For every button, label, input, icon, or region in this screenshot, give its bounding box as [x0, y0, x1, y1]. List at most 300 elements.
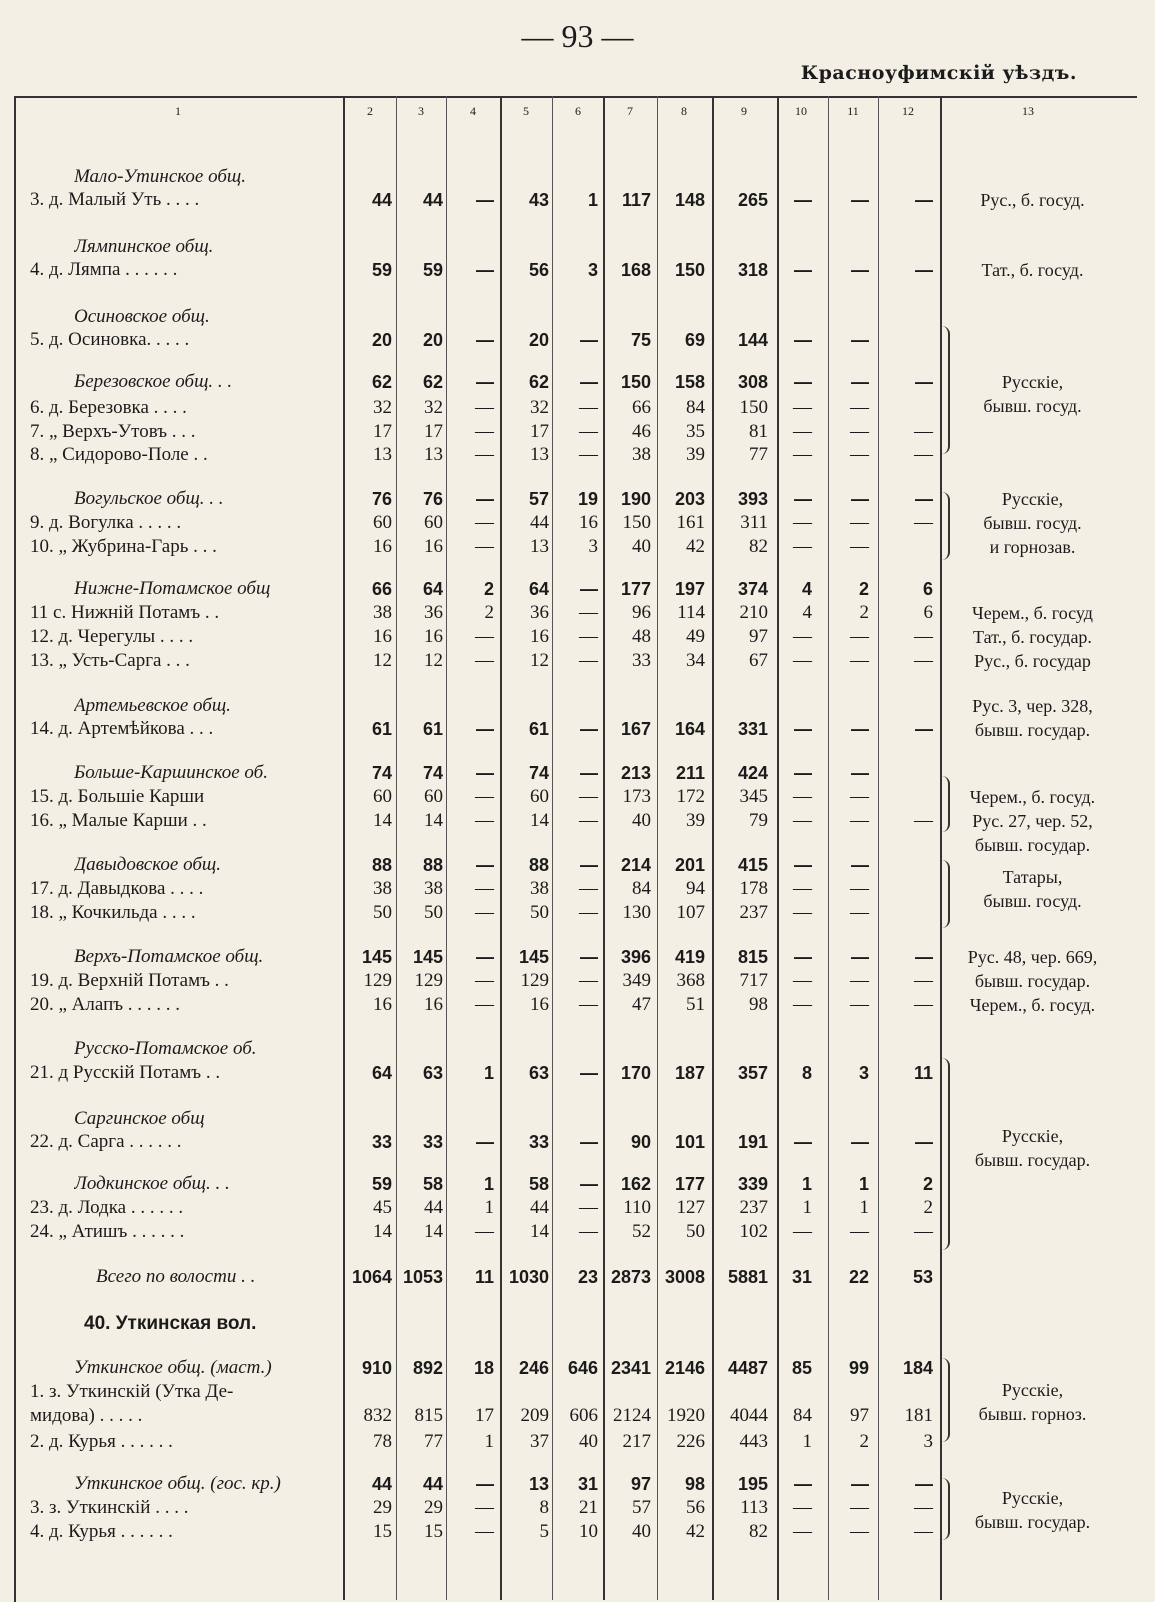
cell-col-10: — [793, 397, 812, 418]
cell-col-4: — [476, 330, 494, 350]
cell-col-12: 6 [923, 602, 933, 623]
table-row [0, 1172, 1155, 1196]
cell-col-9: 77 [749, 444, 768, 465]
column-number: 1 [175, 104, 181, 118]
cell-col-5: 14 [530, 1221, 549, 1242]
cell-col-7: 66 [632, 397, 651, 418]
cell-col-7: 117 [621, 190, 651, 210]
row-label: 17. д. Давыдкова . . . . [30, 878, 204, 899]
cell-col-4: — [475, 1521, 494, 1542]
row-label: 4. д. Курья . . . . . . [30, 1521, 173, 1542]
cell-col-10: — [794, 1474, 812, 1494]
cell-col-8: 203 [674, 489, 705, 509]
cell-col-4: — [475, 397, 494, 418]
cell-col-9: 191 [737, 1132, 768, 1152]
row-label: мидова) . . . . . [30, 1405, 143, 1426]
cell-col-4: — [476, 260, 494, 280]
column-number: 7 [627, 104, 633, 118]
cell-col-3: 58 [422, 1174, 443, 1194]
cell-col-11: — [850, 878, 869, 899]
table-row [0, 1430, 1155, 1454]
table-row [0, 1061, 1155, 1085]
cell-col-12: 2 [923, 1197, 933, 1218]
note-n1 [945, 188, 1120, 212]
cell-col-8: 164 [674, 719, 705, 739]
row-label: 19. д. Верхній Потамъ . . [30, 970, 229, 991]
note-n4 [945, 487, 1120, 559]
cell-col-10: — [794, 489, 812, 509]
brace-mark [938, 326, 950, 454]
cell-col-4: 2 [483, 579, 494, 599]
cell-col-2: 78 [373, 1431, 392, 1452]
cell-col-7: 349 [622, 970, 651, 991]
cell-col-11: 2 [859, 1431, 869, 1452]
cell-col-3: 16 [424, 994, 443, 1015]
cell-col-12: — [914, 1497, 933, 1518]
cell-col-11: — [851, 260, 869, 280]
cell-col-7: 217 [622, 1431, 651, 1452]
cell-col-4: — [476, 190, 494, 210]
cell-col-6: — [579, 786, 598, 807]
cell-col-10: — [794, 855, 812, 875]
cell-col-10: — [793, 444, 812, 465]
cell-col-5: 14 [530, 810, 549, 831]
cell-col-12: — [915, 1474, 933, 1494]
cell-col-11: 3 [858, 1063, 869, 1083]
cell-col-11: — [850, 444, 869, 465]
cell-col-4: 1 [484, 1197, 494, 1218]
cell-col-2: 145 [361, 947, 392, 967]
column-number: 8 [681, 104, 687, 118]
cell-col-10: — [793, 1521, 812, 1542]
note-line: бывш. горноз. [978, 1404, 1087, 1424]
table-row [0, 165, 1155, 189]
cell-col-12: — [914, 421, 933, 442]
cell-col-6: 606 [569, 1405, 598, 1426]
cell-col-7: 84 [632, 878, 651, 899]
cell-col-6: — [580, 1132, 598, 1152]
table-row [0, 1037, 1155, 1061]
cell-col-5: 16 [530, 994, 549, 1015]
cell-col-5: 33 [528, 1132, 549, 1152]
cell-col-3: 60 [424, 786, 443, 807]
cell-col-8: 201 [674, 855, 705, 875]
cell-col-5: 13 [530, 444, 549, 465]
cell-col-11: 99 [848, 1358, 869, 1378]
cell-col-11: — [850, 810, 869, 831]
cell-col-8: 187 [674, 1063, 705, 1083]
row-label: 40. Уткинская вол. [84, 1313, 257, 1334]
cell-col-11: 1 [858, 1174, 869, 1194]
district-title: Красноуфимскій уѣздъ. [800, 62, 1077, 84]
cell-col-5: 44 [530, 512, 549, 533]
cell-col-3: 815 [414, 1405, 443, 1426]
row-label: Вогульское общ. . . [74, 488, 224, 509]
cell-col-9: 318 [737, 260, 768, 280]
cell-col-12: 3 [923, 1431, 933, 1452]
cell-col-4: — [475, 902, 494, 923]
cell-col-9: 102 [739, 1221, 768, 1242]
row-label: 14. д. Артемѣйкова . . . [30, 718, 214, 739]
table-row [0, 577, 1155, 601]
note-n6 [945, 625, 1120, 649]
cell-col-4: — [475, 810, 494, 831]
cell-col-9: 210 [739, 602, 768, 623]
cell-col-2: 20 [371, 330, 392, 350]
cell-col-7: 96 [632, 602, 651, 623]
cell-col-8: 51 [686, 994, 705, 1015]
cell-col-10: — [793, 786, 812, 807]
cell-col-9: 717 [739, 970, 768, 991]
cell-col-4: — [475, 1221, 494, 1242]
cell-col-5: 63 [528, 1063, 549, 1083]
cell-col-12: — [915, 489, 933, 509]
cell-col-9: 815 [737, 947, 768, 967]
cell-col-5: 43 [528, 190, 549, 210]
cell-col-3: 145 [412, 947, 443, 967]
cell-col-11: — [851, 1474, 869, 1494]
cell-col-3: 16 [424, 626, 443, 647]
cell-col-2: 16 [373, 994, 392, 1015]
cell-col-8: 177 [674, 1174, 705, 1194]
cell-col-6: 3 [587, 260, 598, 280]
cell-col-12: — [914, 444, 933, 465]
cell-col-7: 90 [630, 1132, 651, 1152]
cell-col-7: 2124 [613, 1405, 651, 1426]
cell-col-5: 64 [528, 579, 549, 599]
cell-col-3: 16 [424, 536, 443, 557]
cell-col-10: — [793, 1497, 812, 1518]
note-n15 [945, 1378, 1120, 1426]
cell-col-7: 150 [620, 372, 651, 392]
column-number: 12 [902, 104, 914, 118]
cell-col-5: 16 [530, 626, 549, 647]
note-line: Рус., б. госуд. [980, 190, 1085, 210]
cell-col-5: 58 [528, 1174, 549, 1194]
cell-col-4: 1 [483, 1063, 494, 1083]
row-label: 3. з. Уткинскій . . . . [30, 1497, 189, 1518]
cell-col-6: 40 [579, 1431, 598, 1452]
cell-col-8: 42 [686, 1521, 705, 1542]
cell-col-7: 167 [620, 719, 651, 739]
cell-col-6: 19 [577, 489, 598, 509]
cell-col-2: 16 [373, 536, 392, 557]
note-line: Рус. 27, чер. 52, [972, 811, 1093, 831]
cell-col-7: 213 [620, 763, 651, 783]
column-number: 11 [847, 104, 859, 118]
cell-col-8: 94 [686, 878, 705, 899]
cell-col-11: 1 [859, 1197, 869, 1218]
cell-col-11: — [851, 330, 869, 350]
note-line: Черем., б. госуд. [969, 995, 1096, 1015]
cell-col-10: 8 [801, 1063, 812, 1083]
cell-col-4: — [475, 626, 494, 647]
cell-col-4: — [476, 1132, 494, 1152]
cell-col-10: — [793, 902, 812, 923]
table-row [0, 328, 1155, 352]
cell-col-11: — [850, 1497, 869, 1518]
table-row [0, 305, 1155, 329]
cell-col-10: 1 [802, 1431, 812, 1452]
cell-col-11: — [850, 902, 869, 923]
cell-col-8: 98 [684, 1474, 705, 1494]
cell-col-2: 45 [373, 1197, 392, 1218]
cell-col-2: 832 [363, 1405, 392, 1426]
row-label: Мало-Утинское общ. [74, 166, 247, 187]
cell-col-3: 13 [424, 444, 443, 465]
cell-col-6: — [580, 330, 598, 350]
cell-col-9: 97 [749, 626, 768, 647]
cell-col-10: — [794, 330, 812, 350]
table-row [0, 1220, 1155, 1244]
cell-col-3: 129 [414, 970, 443, 991]
cell-col-12: 53 [912, 1267, 933, 1287]
cell-col-12: 2 [922, 1174, 933, 1194]
cell-col-12: — [915, 947, 933, 967]
cell-col-8: 197 [674, 579, 705, 599]
cell-col-4: — [475, 444, 494, 465]
cell-col-12: — [914, 1521, 933, 1542]
row-label: 21. д Русскій Потамъ . . [30, 1062, 221, 1083]
cell-col-6: — [580, 372, 598, 392]
cell-col-5: 37 [530, 1431, 549, 1452]
note-line: бывш. государ. [974, 971, 1091, 991]
cell-col-12: 181 [904, 1405, 933, 1426]
cell-col-3: 20 [422, 330, 443, 350]
cell-col-2: 14 [373, 810, 392, 831]
column-number: 10 [795, 104, 807, 118]
cell-col-2: 76 [371, 489, 392, 509]
cell-col-7: 162 [620, 1174, 651, 1194]
column-number: 2 [367, 104, 373, 118]
cell-col-2: 88 [371, 855, 392, 875]
column-number: 9 [741, 104, 747, 118]
table-row [0, 1356, 1155, 1380]
cell-col-12: — [915, 190, 933, 210]
cell-col-5: 129 [520, 970, 549, 991]
cell-col-4: 11 [474, 1267, 494, 1287]
cell-col-12: — [914, 994, 933, 1015]
cell-col-4: 17 [475, 1405, 494, 1426]
cell-col-2: 38 [373, 602, 392, 623]
column-number: 3 [418, 104, 424, 118]
brace-mark [938, 860, 950, 928]
row-label: Артемьевское общ. [74, 695, 231, 716]
cell-col-12: — [915, 719, 933, 739]
cell-col-2: 44 [371, 190, 392, 210]
cell-col-10: 1 [802, 1197, 812, 1218]
cell-col-7: 173 [622, 786, 651, 807]
cell-col-3: 76 [422, 489, 443, 509]
cell-col-3: 29 [424, 1497, 443, 1518]
cell-col-8: 211 [675, 763, 705, 783]
cell-col-12: — [914, 650, 933, 671]
cell-col-6: — [579, 444, 598, 465]
cell-col-9: 98 [749, 994, 768, 1015]
row-label: 4. д. Лямпа . . . . . . [30, 259, 178, 280]
cell-col-4: — [476, 855, 494, 875]
cell-col-3: 60 [424, 512, 443, 533]
cell-col-2: 32 [373, 397, 392, 418]
cell-col-9: 82 [749, 1521, 768, 1542]
note-n7 [945, 649, 1120, 673]
row-label: 18. „ Кочкильда . . . . [30, 902, 196, 923]
cell-col-8: 1920 [667, 1405, 705, 1426]
cell-col-12: 11 [913, 1063, 933, 1083]
cell-col-6: 23 [577, 1267, 598, 1287]
cell-col-6: 1 [587, 190, 598, 210]
row-label: Осиновское общ. [74, 306, 210, 327]
cell-col-7: 214 [620, 855, 651, 875]
cell-col-5: 56 [528, 260, 549, 280]
cell-col-3: 63 [422, 1063, 443, 1083]
cell-col-11: — [850, 786, 869, 807]
cell-col-10: — [793, 421, 812, 442]
cell-col-12: 6 [922, 579, 933, 599]
row-label: 12. д. Черегулы . . . . [30, 626, 194, 647]
row-label: 1. з. Уткинскій (Утка Де- [30, 1381, 234, 1402]
note-line: Черем., б. госуд. [969, 787, 1096, 807]
note-line: бывш. государ. [974, 1512, 1091, 1532]
row-label: 5. д. Осиновка. . . . . [30, 329, 190, 350]
cell-col-5: 88 [528, 855, 549, 875]
cell-col-8: 34 [686, 650, 705, 671]
brace-mark [938, 776, 950, 832]
cell-col-11: 2 [858, 579, 869, 599]
cell-col-7: 40 [632, 536, 651, 557]
cell-col-11: — [850, 397, 869, 418]
cell-col-8: 42 [686, 536, 705, 557]
row-label: Всего по волости . . [96, 1266, 256, 1287]
cell-col-4: — [475, 421, 494, 442]
row-label: 9. д. Вогулка . . . . . [30, 512, 182, 533]
cell-col-4: — [476, 1474, 494, 1494]
table-row [0, 1196, 1155, 1220]
row-label: 11 с. Нижній Потамъ . . [30, 602, 220, 623]
cell-col-9: 113 [740, 1497, 768, 1518]
cell-col-4: — [476, 947, 494, 967]
cell-col-10: — [793, 810, 812, 831]
cell-col-11: — [851, 855, 869, 875]
cell-col-5: 60 [530, 786, 549, 807]
cell-col-9: 5881 [727, 1267, 768, 1287]
note-n16 [945, 1486, 1120, 1534]
cell-col-3: 33 [422, 1132, 443, 1152]
note-n9 [945, 785, 1120, 809]
cell-col-8: 172 [676, 786, 705, 807]
cell-col-8: 49 [686, 626, 705, 647]
cell-col-2: 17 [373, 421, 392, 442]
cell-col-4: — [475, 970, 494, 991]
cell-col-8: 84 [686, 397, 705, 418]
cell-col-8: 69 [684, 330, 705, 350]
cell-col-8: 150 [674, 260, 705, 280]
cell-col-6: — [580, 1063, 598, 1083]
cell-col-9: 311 [740, 512, 768, 533]
cell-col-11: — [850, 626, 869, 647]
row-label: 16. „ Малые Карши . . [30, 810, 207, 831]
cell-col-8: 56 [686, 1497, 705, 1518]
table-row [0, 1312, 1155, 1336]
cell-col-11: — [850, 1521, 869, 1542]
cell-col-9: 150 [739, 397, 768, 418]
column-number: 6 [575, 104, 581, 118]
cell-col-2: 66 [371, 579, 392, 599]
note-line: Русскіе, [1001, 372, 1064, 392]
cell-col-7: 38 [632, 444, 651, 465]
cell-col-10: — [793, 626, 812, 647]
cell-col-5: 57 [528, 489, 549, 509]
cell-col-3: 64 [422, 579, 443, 599]
cell-col-6: — [580, 719, 598, 739]
cell-col-6: 646 [567, 1358, 598, 1378]
cell-col-10: 4 [802, 602, 812, 623]
cell-col-8: 127 [676, 1197, 705, 1218]
cell-col-7: 47 [632, 994, 651, 1015]
cell-col-6: — [579, 602, 598, 623]
cell-col-6: 10 [579, 1521, 598, 1542]
row-label: 10. „ Жубрина-Гарь . . . [30, 536, 217, 557]
cell-col-12: — [915, 372, 933, 392]
cell-col-9: 4487 [727, 1358, 768, 1378]
cell-col-11: — [850, 1221, 869, 1242]
row-label: Саргинское общ [74, 1108, 205, 1129]
cell-col-9: 81 [749, 421, 768, 442]
cell-col-2: 129 [363, 970, 392, 991]
cell-col-7: 40 [632, 810, 651, 831]
cell-col-8: 148 [674, 190, 705, 210]
cell-col-12: — [914, 512, 933, 533]
cell-col-12: — [915, 1132, 933, 1152]
cell-col-5: 74 [528, 763, 549, 783]
cell-col-7: 110 [623, 1197, 651, 1218]
column-number: 4 [470, 104, 476, 118]
cell-col-7: 48 [632, 626, 651, 647]
cell-col-5: 8 [539, 1497, 549, 1518]
cell-col-9: 178 [739, 878, 768, 899]
note-n2 [945, 258, 1120, 282]
row-label: 7. „ Верхъ-Утовъ . . . [30, 421, 196, 442]
cell-col-10: — [793, 970, 812, 991]
cell-col-5: 209 [520, 1405, 549, 1426]
cell-col-4: 2 [484, 602, 494, 623]
cell-col-12: 184 [902, 1358, 933, 1378]
cell-col-9: 374 [737, 579, 768, 599]
note-line: бывш. государ. [974, 835, 1091, 855]
cell-col-7: 150 [622, 512, 651, 533]
row-label: Лямпинское общ. [74, 236, 214, 257]
cell-col-2: 13 [373, 444, 392, 465]
cell-col-2: 12 [373, 650, 392, 671]
row-label: Березовское общ. . . [74, 371, 233, 392]
cell-col-5: 5 [539, 1521, 549, 1542]
cell-col-3: 50 [424, 902, 443, 923]
cell-col-8: 2146 [664, 1358, 705, 1378]
cell-col-9: 357 [737, 1063, 768, 1083]
cell-col-9: 424 [737, 763, 768, 783]
cell-col-6: — [579, 397, 598, 418]
note-n13 [945, 993, 1120, 1017]
cell-col-7: 130 [622, 902, 651, 923]
cell-col-10: — [793, 1221, 812, 1242]
cell-col-5: 44 [530, 1197, 549, 1218]
cell-col-9: 339 [737, 1174, 768, 1194]
cell-col-8: 158 [674, 372, 705, 392]
cell-col-10: 85 [791, 1358, 812, 1378]
cell-col-10: 31 [791, 1267, 812, 1287]
cell-col-8: 3008 [664, 1267, 705, 1287]
row-label: 24. „ Атишъ . . . . . . [30, 1221, 185, 1242]
